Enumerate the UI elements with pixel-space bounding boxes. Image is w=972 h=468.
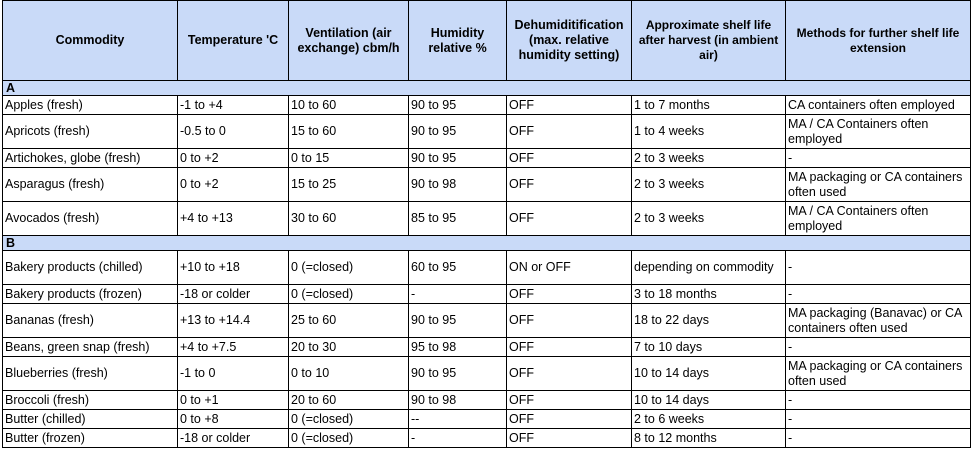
humidity-cell: 90 to 95 [409,304,507,338]
commodity-cell: Butter (chilled) [3,410,178,429]
humidity-cell: 95 to 98 [409,338,507,357]
table-row [3,202,971,236]
temperature-cell: -1 to +4 [178,96,289,115]
dehumidification-cell: OFF [507,304,632,338]
storage-conditions-table [2,0,971,448]
section-row-b [3,236,971,251]
humidity-cell: - [409,285,507,304]
header-temperature: Temperature 'C [178,1,289,81]
extension-method-cell: MA packaging or CA containers often used [786,357,971,391]
extension-method-cell: MA packaging (Banavac) or CA containers often used [786,304,971,338]
temperature-cell: +13 to +14.4 [178,304,289,338]
commodity-cell: Bananas (fresh) [3,304,178,338]
table-row [3,429,971,448]
temperature-cell: 0 to +2 [178,168,289,202]
ventilation-cell: 0 (=closed) [289,285,409,304]
temperature-cell: -0.5 to 0 [178,115,289,149]
shelf-life-cell: 2 to 3 weeks [632,149,786,168]
shelf-life-cell: depending on commodity [632,251,786,285]
header-humidity: Humidity relative % [409,1,507,81]
humidity-cell: 90 to 95 [409,357,507,391]
humidity-cell: 90 to 98 [409,168,507,202]
table-row [3,115,971,149]
header-row [3,1,971,81]
commodity-cell: Butter (frozen) [3,429,178,448]
shelf-life-cell: 10 to 14 days [632,357,786,391]
table-row [3,410,971,429]
temperature-cell: -18 or colder [178,285,289,304]
extension-method-cell: - [786,285,971,304]
extension-method-cell: - [786,338,971,357]
humidity-cell: 90 to 95 [409,149,507,168]
section-letter: B [3,236,971,251]
table-row [3,168,971,202]
dehumidification-cell: OFF [507,285,632,304]
commodity-cell: Blueberries (fresh) [3,357,178,391]
extension-method-cell: MA / CA Containers often employed [786,202,971,236]
section-row-a [3,81,971,96]
shelf-life-cell: 3 to 18 months [632,285,786,304]
commodity-cell: Apricots (fresh) [3,115,178,149]
humidity-cell: 90 to 95 [409,115,507,149]
shelf-life-cell: 2 to 3 weeks [632,168,786,202]
shelf-life-cell: 18 to 22 days [632,304,786,338]
extension-method-cell: CA containers often employed [786,96,971,115]
shelf-life-cell: 8 to 12 months [632,429,786,448]
extension-method-cell: MA / CA Containers often employed [786,115,971,149]
humidity-cell: -- [409,410,507,429]
shelf-life-cell: 1 to 4 weeks [632,115,786,149]
table-row [3,149,971,168]
commodity-cell: Bakery products (frozen) [3,285,178,304]
humidity-cell: - [409,429,507,448]
humidity-cell: 60 to 95 [409,251,507,285]
ventilation-cell: 0 to 15 [289,149,409,168]
dehumidification-cell: OFF [507,357,632,391]
ventilation-cell: 15 to 25 [289,168,409,202]
table-row [3,338,971,357]
commodity-cell: Artichokes, globe (fresh) [3,149,178,168]
table-row [3,96,971,115]
dehumidification-cell: OFF [507,338,632,357]
extension-method-cell: - [786,251,971,285]
header-ventilation: Ventilation (air exchange) cbm/h [289,1,409,81]
shelf-life-cell: 2 to 6 weeks [632,410,786,429]
commodity-cell: Asparagus (fresh) [3,168,178,202]
dehumidification-cell: OFF [507,429,632,448]
ventilation-cell: 20 to 60 [289,391,409,410]
ventilation-cell: 30 to 60 [289,202,409,236]
ventilation-cell: 0 (=closed) [289,429,409,448]
header-commodity: Commodity [3,1,178,81]
temperature-cell: +4 to +13 [178,202,289,236]
temperature-cell: -1 to 0 [178,357,289,391]
extension-method-cell: - [786,429,971,448]
table-row [3,357,971,391]
temperature-cell: 0 to +2 [178,149,289,168]
commodity-cell: Bakery products (chilled) [3,251,178,285]
table-row [3,251,971,285]
extension-method-cell: MA packaging or CA containers often used [786,168,971,202]
humidity-cell: 90 to 98 [409,391,507,410]
table-row [3,304,971,338]
header-dehumidification: Dehumiditification (max. relative humidity setting) [507,1,632,81]
header-extension-methods: Methods for further shelf life extension [786,1,971,81]
commodity-cell: Apples (fresh) [3,96,178,115]
table-row [3,391,971,410]
shelf-life-cell: 2 to 3 weeks [632,202,786,236]
ventilation-cell: 15 to 60 [289,115,409,149]
table-row [3,285,971,304]
temperature-cell: +10 to +18 [178,251,289,285]
extension-method-cell: - [786,410,971,429]
dehumidification-cell: OFF [507,149,632,168]
commodity-cell: Avocados (fresh) [3,202,178,236]
ventilation-cell: 0 to 10 [289,357,409,391]
header-shelf-life: Approximate shelf life after harvest (in ambient air) [632,1,786,81]
temperature-cell: 0 to +1 [178,391,289,410]
dehumidification-cell: OFF [507,391,632,410]
temperature-cell: 0 to +8 [178,410,289,429]
ventilation-cell: 20 to 30 [289,338,409,357]
shelf-life-cell: 10 to 14 days [632,391,786,410]
ventilation-cell: 10 to 60 [289,96,409,115]
dehumidification-cell: OFF [507,410,632,429]
dehumidification-cell: ON or OFF [507,251,632,285]
ventilation-cell: 0 (=closed) [289,410,409,429]
dehumidification-cell: OFF [507,96,632,115]
shelf-life-cell: 7 to 10 days [632,338,786,357]
commodity-cell: Broccoli (fresh) [3,391,178,410]
dehumidification-cell: OFF [507,202,632,236]
commodity-cell: Beans, green snap (fresh) [3,338,178,357]
humidity-cell: 90 to 95 [409,96,507,115]
ventilation-cell: 25 to 60 [289,304,409,338]
shelf-life-cell: 1 to 7 months [632,96,786,115]
dehumidification-cell: OFF [507,115,632,149]
extension-method-cell: - [786,391,971,410]
ventilation-cell: 0 (=closed) [289,251,409,285]
temperature-cell: +4 to +7.5 [178,338,289,357]
section-letter: A [3,81,971,96]
humidity-cell: 85 to 95 [409,202,507,236]
dehumidification-cell: OFF [507,168,632,202]
extension-method-cell: - [786,149,971,168]
temperature-cell: -18 or colder [178,429,289,448]
